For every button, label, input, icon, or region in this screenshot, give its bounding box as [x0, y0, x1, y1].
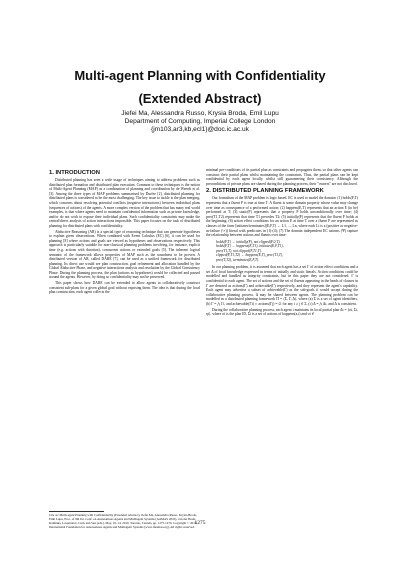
axiom-line: holds(F,T) ← initially(F), not clipped(F,0,T).	[216, 239, 281, 244]
paragraph: Distributed planning has seen a wide usage of techniques aiming to address problems such as distributed plan formation and distributed plan execution. Common to these techniques is the notion of Multi-Agent Planning (MAP) as a combination of planning and coordination by de Weerdt et al. [3]. Among the three types of MAP problems summarised by Durfee [2], distributed planning for distributed plans is considered to be the most challenging. The key issue to tackle is the plan merging, which concerns about resolving potential conflicts (negative interactions) between individual plans (sequences of actions) of the agents. A more complex version of the problem that has many real world examples, is that where agents need to maintain confidential information such as private knowledge, and/or do not wish to expose their individual plans. Such confidentiality constraints may make the central/direct analysis of action interactions impossible. This paper focuses on the task of distributed planning for distributed plans with confidentiality.	[49, 178, 200, 228]
section-heading-introduction: 1. INTRODUCTION	[49, 170, 100, 176]
author-block	[0, 110, 400, 134]
axiom-line: prec(T1,T), not clipped(F,T1,T).	[216, 248, 262, 253]
paragraph: Abductive Reasoning (AR) is a special type of reasoning technique that can generate hypotheses to explain given observations. When combined with Event Calculus (EC) [6], it can be used for planning [8] where actions and goals are viewed as hypotheses and observations respectively. This approach is particularly suitable for non-classical planning problems involving, for instance, explicit time (e.g. actions with duration), concurrent actions or extended goals [5]. The inherent logical semantic of the framework allows properties of MAP such as the soundness to be proven. A distributed version of AR, called DARE [7], can be used as a unified framework for distributed planning. Its direct use would see plan construction, goal refinement and allocation handled by the Global Abductive Phase, and negative interactions analysis and resolution by the Global Consistency Phase. During the planning process, the plan (actions as hypotheses) would be collected and passed around the agents. However, by doing so confidentiality may not be preserved.	[49, 229, 200, 280]
right-column	[206, 168, 358, 318]
authors: Jiefei Ma, Alessandra Russo, Krysia Broda, Emil Lupu	[121, 110, 279, 117]
paper-subtitle: (Extended Abstract)	[138, 91, 262, 106]
paragraph: This paper shows how DARE can be extended to allow agents to collaboratively construct consistent sub-plans for a given global goal without exposing them. The idea is that during the local plan construction, each agent collects the	[49, 281, 200, 295]
ec-axioms	[216, 240, 358, 263]
page-number: 1275	[194, 520, 206, 526]
copyright-footnote: Cite as: Multi-agent Planning with Confidentiality (Extended Abstract), Jiefei Ma, Alessandra Russo, Krysia Broda, Emil Lupu, Proc. of 9th Int. Conf. on Autonomous Agents and Multiagent Systems (AAMAS 2010), van der Hoek, Kaminka, Lespérance, Luck and Sen (eds.), May, 10–14, 2010, Toronto, Canada, pp. 1275-1276. Copyright © 2010, International Foundation for Autonomous Agents and Multiagent Systems (www.ifaamas.org). All rights reserved.	[49, 513, 198, 529]
section-heading-framework: 2. DISTRIBUTED PLANNING FRAMEWORK	[206, 188, 324, 195]
axiom-line: holds(F,T) ← happens(E,T1), initiates(E,F,T1),	[216, 244, 284, 249]
paragraph: Our formalism of the MAP problem is logic based. EC is used to model the domain: (1) holds(F,T) represents that a fluent F is true at time T. A fluent is some domain property whose value may change over time as consequence of a performed action; (2) happens(E,T) represents that an action E (to be) performed at T; (3) static(P) represents that a property P holds unconditionally over time; (4) prec(T1,T2) represents that time T1 precedes T2; (5) initially(F) represents that the fluent F holds at the beginning; (6) action effect conditions for an action E at time T over a fluent F are represented as clauses of the form [initiates/terminates](E,F,T) ← L1, ..., Ln, where each Li is a (positive or negative-as-failure (\+)) literal with predicates in (1)-(4); (7) The domain independent EC axioms (Ψ) capture the relationship between actions and fluents over time:	[206, 196, 358, 238]
affiliation: Department of Computing, Imperial College London	[124, 118, 276, 125]
paragraph: During the collaborative planning process, each agent i maintains its local partial plan Δi = ⟨σi, Σi, ηi⟩, where σi is the plan ID, Σi is a set of actions of happens(a,t) and σi ∈	[206, 307, 358, 317]
paper-title: Multi-agent Planning with Confidentiality	[74, 68, 326, 83]
axiom-line: prec(T,T2), terminates(E,F,T).	[216, 257, 260, 262]
axiom-line: clipped(F,T1,T2) ← happens(E,T), prec(T1,T),	[216, 253, 283, 258]
left-column	[49, 168, 200, 296]
paragraph: In our planning problem, it is assumed that each agent has a set Γ of action effect conditions and a set Δ of local knowledge expressed in terms of initially and static literals. Action conditions could be modelled and handled as integrity constraints, but in this paper they are not considered. Γ is confidential to each agent. The set of actions and the set of fluents appearing in the heads of clauses in Γ are denoted as actions(Γ) and achievable(Γ) respectively, and they represent the agent's capability. Each agent may advertise a subset of achievable(Γ) as the sub-goals it would accept during the collaborative planning process. Δ may be shared between agents. The planning problem can be modelled as a distributed planning framework Π = ⟨Σ, Γ, Δ⟩, where (a) Σ is a set of agent identifiers, (b) Γ = ⋀ Γi, and achievable(Γi) ∩ actions(Γj) = ∅ for any i ≠ j ∈ Σ, (c) Δ = ⋀ Δi, and Δ is consistent.	[206, 265, 358, 306]
email: {jm103,ar3,kb,ecl1}@doc.ic.ac.uk	[151, 126, 249, 133]
footnote-rule	[49, 511, 104, 512]
paragraph: minimal pre-conditions of its partial plan as constraints and propagates them, so that other agents can construct their partial plans whilst maintaining the constraints. Thus, the partial plans can be kept confidential by each agent locally, whilst still guaranteeing their consistency. Although the preconditions of private plans are shared during the planning process, their "owners" are not disclosed.	[206, 168, 358, 186]
